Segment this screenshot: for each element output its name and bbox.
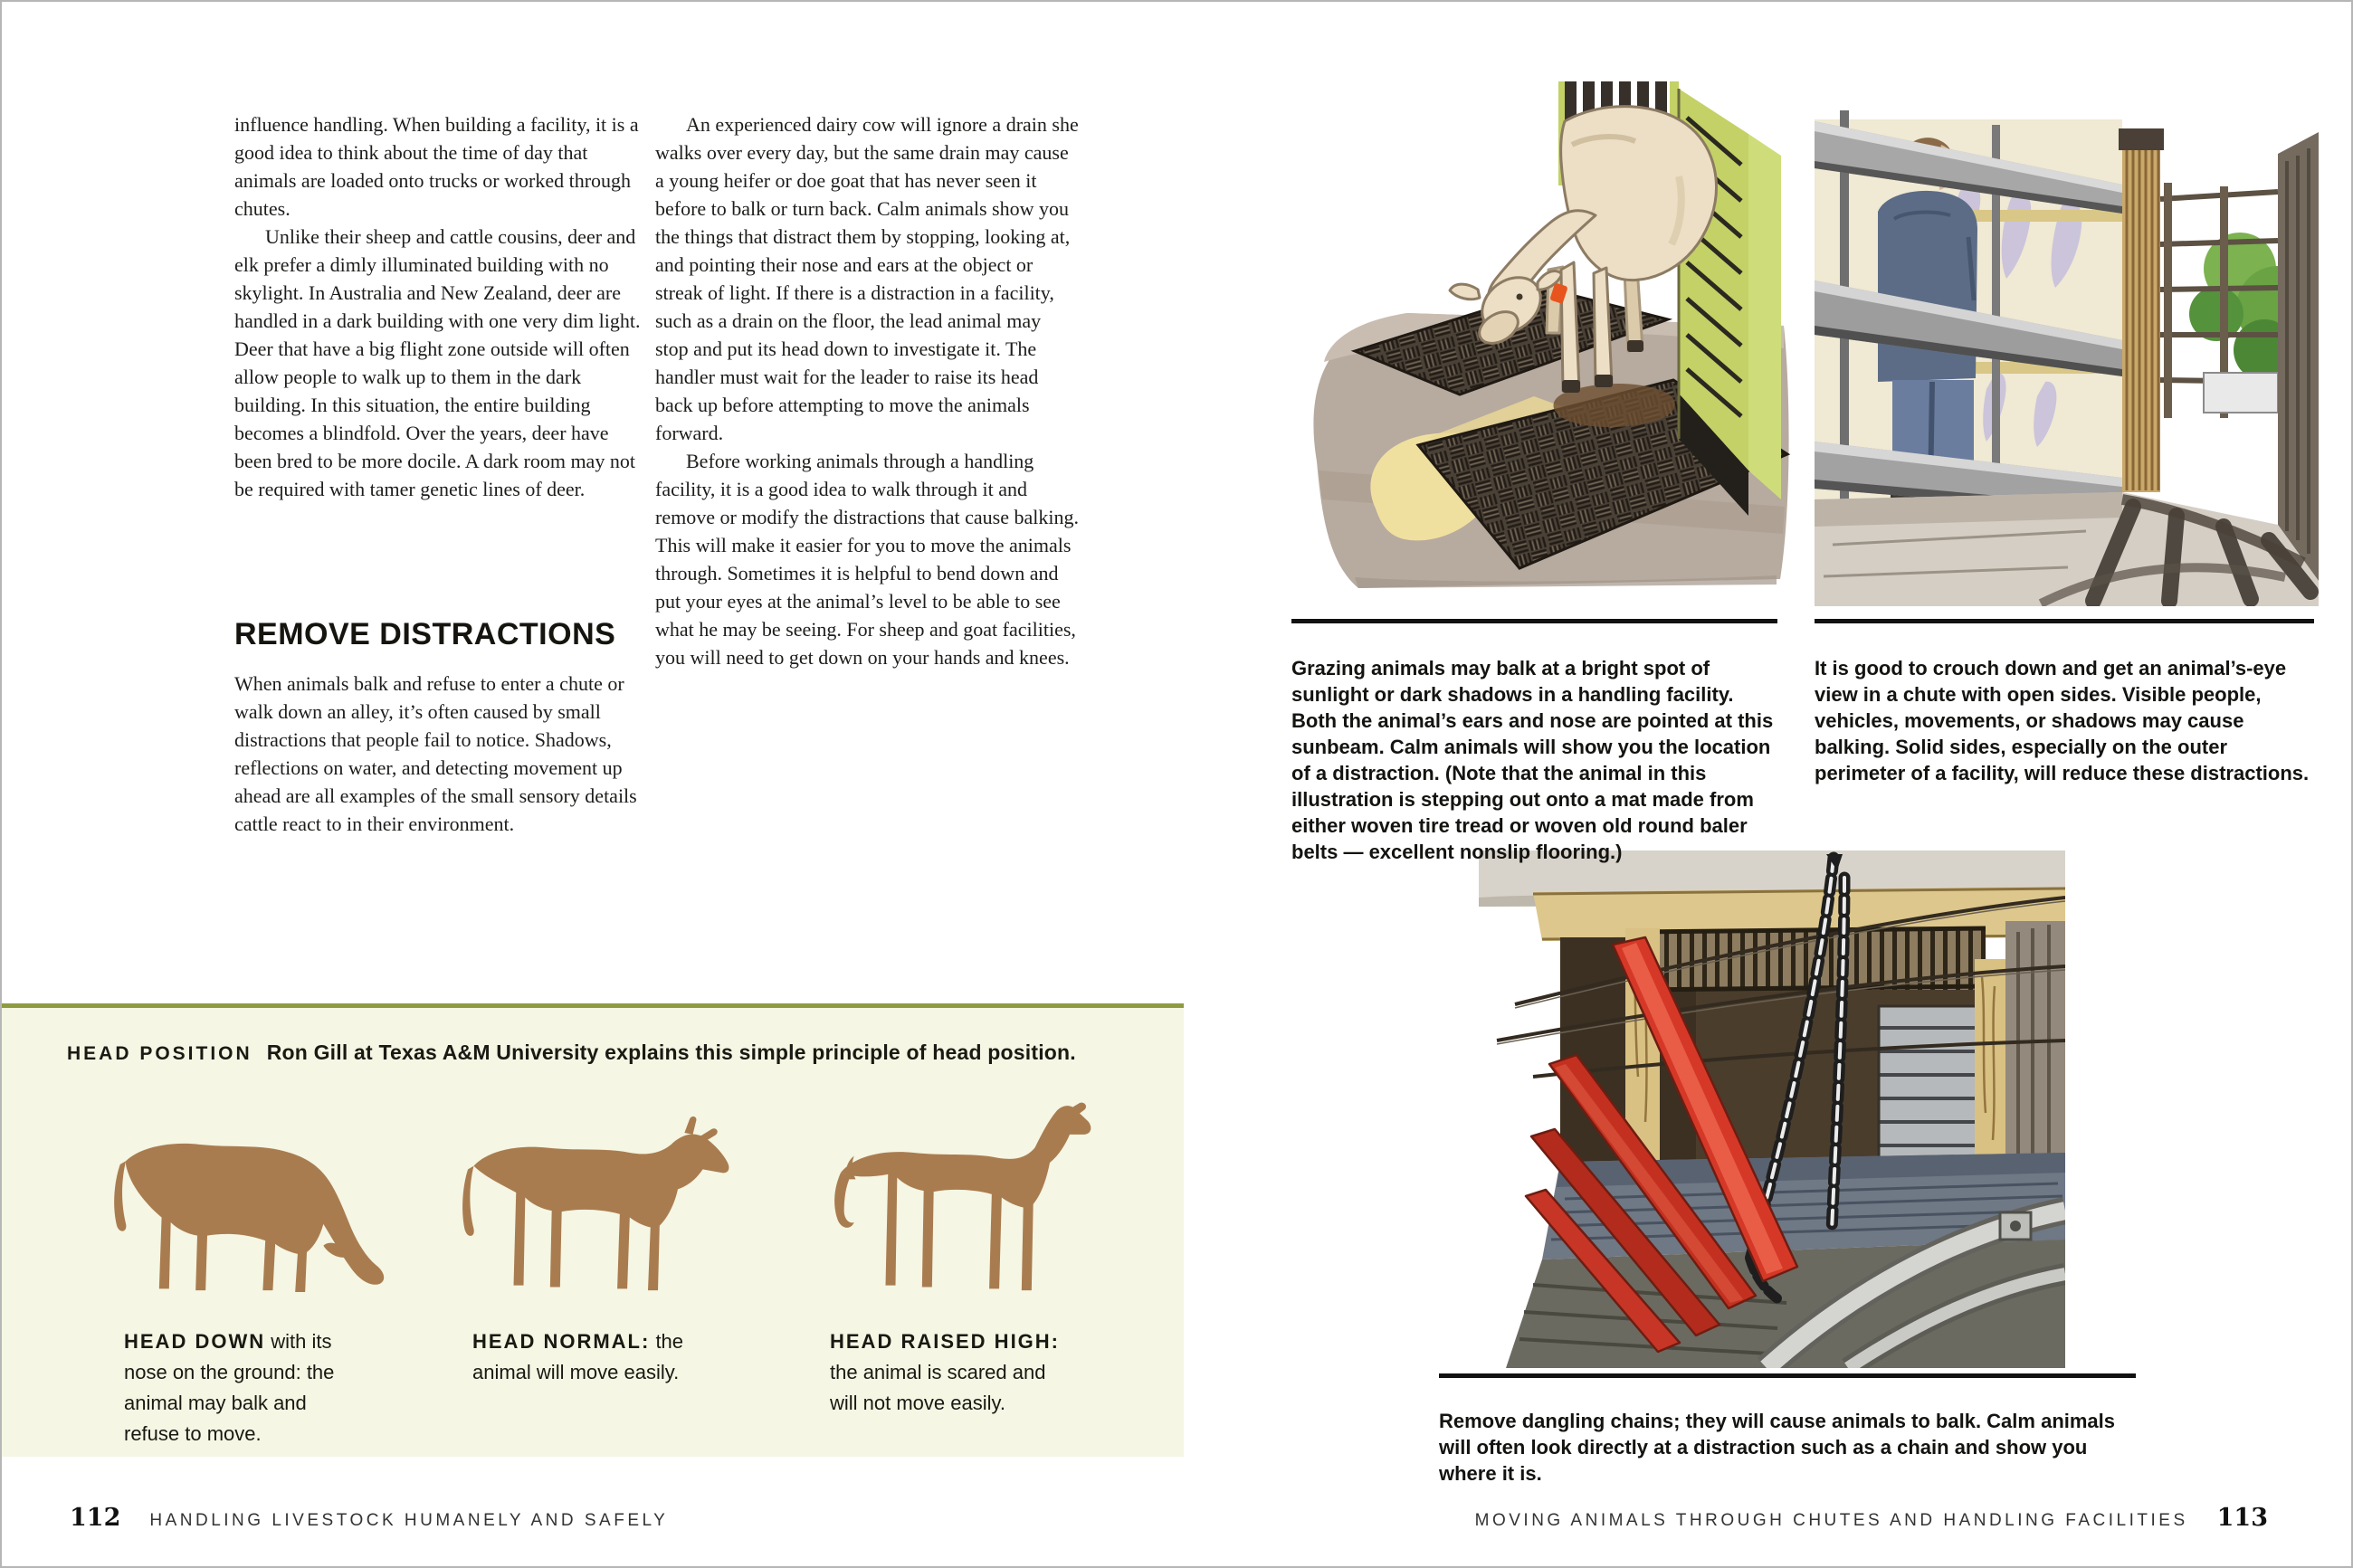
caption-lead: HEAD DOWN bbox=[124, 1330, 266, 1353]
body-paragraph: An experienced dairy cow will ignore a drain she walks over every day, but the same drain may cause a young heifer or doe goat that has never seen it before to balk or turn back. Calm animals show you the things that distract them by stopping, looking at, and pointing their nose and ears at the object or streak of light. If there is a distraction in a facility, such as a drain on the floor, the lead animal may stop and put its head down to investigate it. The handler must wait for the leader to raise its head back up before attempting to move the animals forward. bbox=[655, 113, 1079, 444]
dangling-chains-illustration bbox=[1479, 851, 2065, 1368]
caption-lead: HEAD RAISED HIGH: bbox=[830, 1330, 1061, 1353]
animals-eye-view-in-chute-illustration bbox=[1815, 74, 2319, 606]
caption-rule bbox=[1291, 619, 1777, 623]
running-title: MOVING ANIMALS THROUGH CHUTES AND HANDLING FACILITIES bbox=[1474, 1511, 2188, 1530]
caption-rest: the animal will move easily. bbox=[472, 1330, 684, 1383]
caption-rule bbox=[1439, 1373, 2136, 1378]
cow-head-down-icon bbox=[98, 1098, 396, 1302]
cow-caption-head-raised-high bbox=[830, 1326, 1071, 1419]
caption-rule bbox=[1815, 619, 2314, 623]
sidebar-intro-text: Ron Gill at Texas A&M University explains this simple principle of head position. bbox=[266, 1041, 1076, 1064]
cow-head-normal-icon bbox=[449, 1098, 748, 1302]
text-column-1 bbox=[234, 110, 643, 838]
body-paragraph: Unlike their sheep and cattle cousins, deer and elk prefer a dimly illuminated building with no skylight. In Australia and New Zealand, deer are handled in a dark building with one very dim light. Deer that have a big flight zone outside will often allow people to walk up to them in the dark building. In this situation, the entire building becomes a blindfold. Over the years, deer have been bred to be more docile. A dark room may not be required with tamer genetic lines of deer. bbox=[234, 225, 641, 500]
cow-head-raised-high-icon bbox=[811, 1098, 1110, 1302]
cow-caption-head-normal bbox=[472, 1326, 713, 1388]
figure-caption: Grazing animals may balk at a bright spot of sunlight or dark shadows in a handling facility. Both the animal’s ears and nose are pointed at this sunbeam. Calm animals will show you the location of a distraction. (Note that the animal in this illustration is stepping out onto a mat made from either woven tire tread or woven old round baler belts — excellent nonslip flooring.) bbox=[1291, 657, 1774, 863]
page-number: 113 bbox=[2216, 1504, 2268, 1532]
text-column-2 bbox=[655, 110, 1079, 671]
footer-left bbox=[70, 1504, 668, 1532]
sidebar-intro bbox=[67, 1041, 1076, 1065]
figure-caption: Remove dangling chains; they will cause animals to balk. Calm animals will often look directly at a distraction such as a chain and show you where it is. bbox=[1439, 1410, 2116, 1485]
caption-rest: with its nose on the ground: the animal may balk and refuse to move. bbox=[124, 1330, 335, 1445]
figure-caption: It is good to crouch down and get an animal’s-eye view in a chute with open sides. Visible people, vehicles, movements, or shadows may cause balking. Solid sides, especially on the outer perimeter of a facility, will reduce these distractions. bbox=[1815, 657, 2310, 784]
caption-rest: the animal is scared and will not move easily. bbox=[830, 1361, 1046, 1414]
head-position-sidebar bbox=[2, 1003, 1184, 1457]
page-number: 112 bbox=[70, 1504, 121, 1532]
running-title: HANDLING LIVESTOCK HUMANELY AND SAFELY bbox=[149, 1511, 669, 1530]
section-heading: REMOVE DISTRACTIONS bbox=[234, 617, 616, 651]
cow-stepping-onto-woven-mat-illustration bbox=[1291, 81, 1792, 606]
body-paragraph: influence handling. When building a facility, it is a good idea to think about the time of day that animals are loaded onto trucks or worked through chutes. bbox=[234, 113, 639, 220]
cow-caption-head-down bbox=[124, 1326, 365, 1449]
footer-right bbox=[1475, 1504, 2268, 1532]
caption-lead: HEAD NORMAL: bbox=[472, 1330, 651, 1353]
body-paragraph: Before working animals through a handling facility, it is a good idea to walk through it and remove or modify the distractions that cause balking. This will make it easier for you to move the animals through. Sometimes it is helpful to bend down and put your eyes at the animal’s level to be able to see what he may be seeing. For sheep and goat facilities, you will need to get down on your hands and knees. bbox=[655, 450, 1079, 669]
sidebar-label: HEAD POSITION bbox=[67, 1043, 252, 1064]
body-paragraph: When animals balk and refuse to enter a chute or walk down an alley, it’s often caused by small distractions that people fail to notice. Shadows, reflections on water, and detecting movement up ahead are all examples of the small sensory details cattle react to in their environment. bbox=[234, 671, 637, 835]
